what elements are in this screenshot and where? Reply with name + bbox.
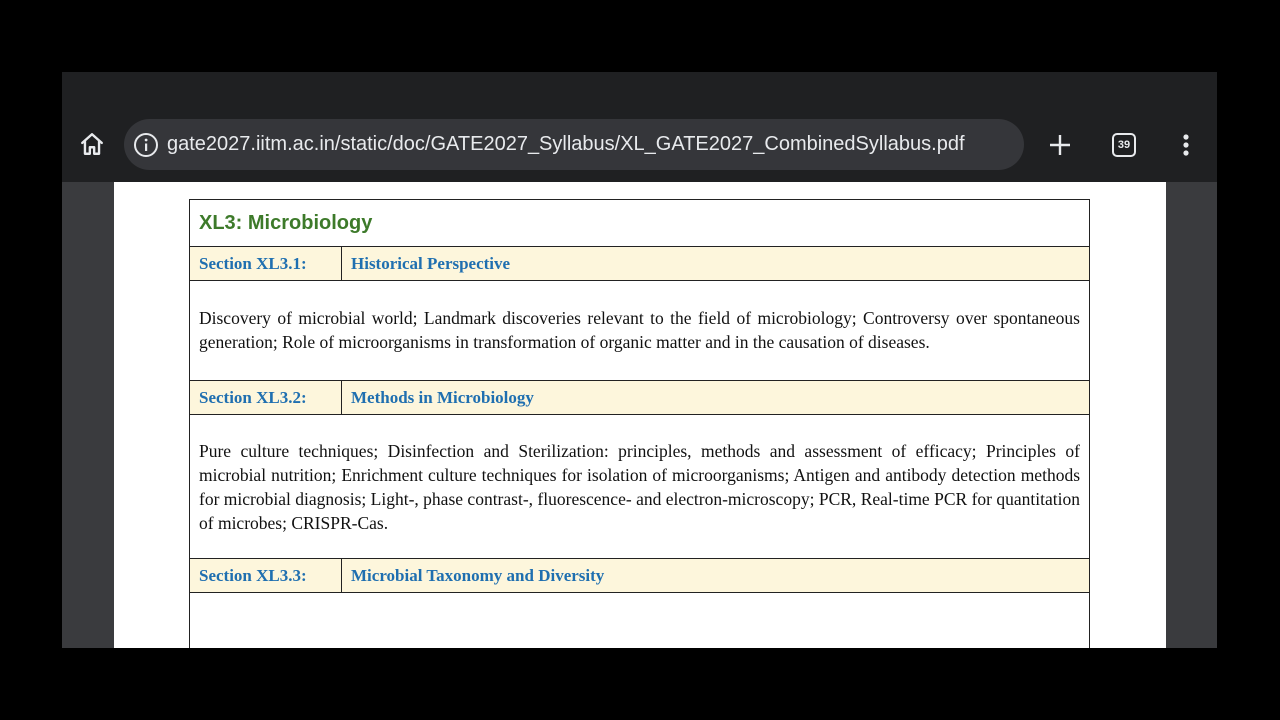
section-number: Section XL3.3: — [190, 559, 342, 592]
home-button[interactable] — [76, 128, 108, 160]
section-name: Historical Perspective — [351, 253, 511, 273]
phone-screen — [62, 72, 1217, 648]
letterbox-bottom — [0, 648, 1280, 720]
more-vert-icon — [1182, 133, 1190, 157]
section-number: Section XL3.1: — [190, 247, 342, 280]
plus-icon — [1048, 133, 1072, 157]
subject-title: XL3: Microbiology — [190, 200, 1089, 247]
section-header — [190, 559, 1089, 593]
section-number: Section XL3.2: — [190, 381, 342, 414]
more-menu-button[interactable] — [1174, 130, 1198, 160]
tab-count: 39 — [1112, 133, 1136, 157]
address-bar[interactable] — [124, 119, 1024, 170]
url-text[interactable]: gate2027.iitm.ac.in/static/doc/GATE2027_Syllabus/XL_GATE2027_CombinedSyllabus.pdf — [167, 133, 965, 155]
section-body — [190, 593, 1089, 648]
syllabus-table — [189, 199, 1090, 648]
section-header — [190, 247, 1089, 281]
section-header — [190, 381, 1089, 415]
section-name: Microbial Taxonomy and Diversity — [351, 565, 605, 585]
home-icon — [79, 131, 105, 157]
section-body: Pure culture techniques; Disinfection and Sterilization: principles, methods and assessment of efficacy; Principles of microbial nutrition; Enrichment culture techniques for isolation of microorganisms; Antigen and antibody detection methods for microbial diagnosis; Light-, phase contrast-, fluorescence- and electron-microscopy; PCR, Real-time PCR for quantitation of microbes; CRISPR-Cas. — [190, 415, 1089, 559]
tab-switcher-button[interactable] — [1110, 131, 1138, 159]
info-icon[interactable] — [133, 132, 159, 158]
section-body: Discovery of microbial world; Landmark discoveries relevant to the field of microbiology; Controversy over spontaneous generation; Role of microorganisms in transformation of organic matter and in the causation of diseases. — [190, 281, 1089, 381]
browser-toolbar — [62, 72, 1217, 182]
pdf-page[interactable] — [114, 182, 1166, 648]
new-tab-button[interactable] — [1045, 130, 1075, 160]
section-name: Methods in Microbiology — [351, 387, 534, 407]
